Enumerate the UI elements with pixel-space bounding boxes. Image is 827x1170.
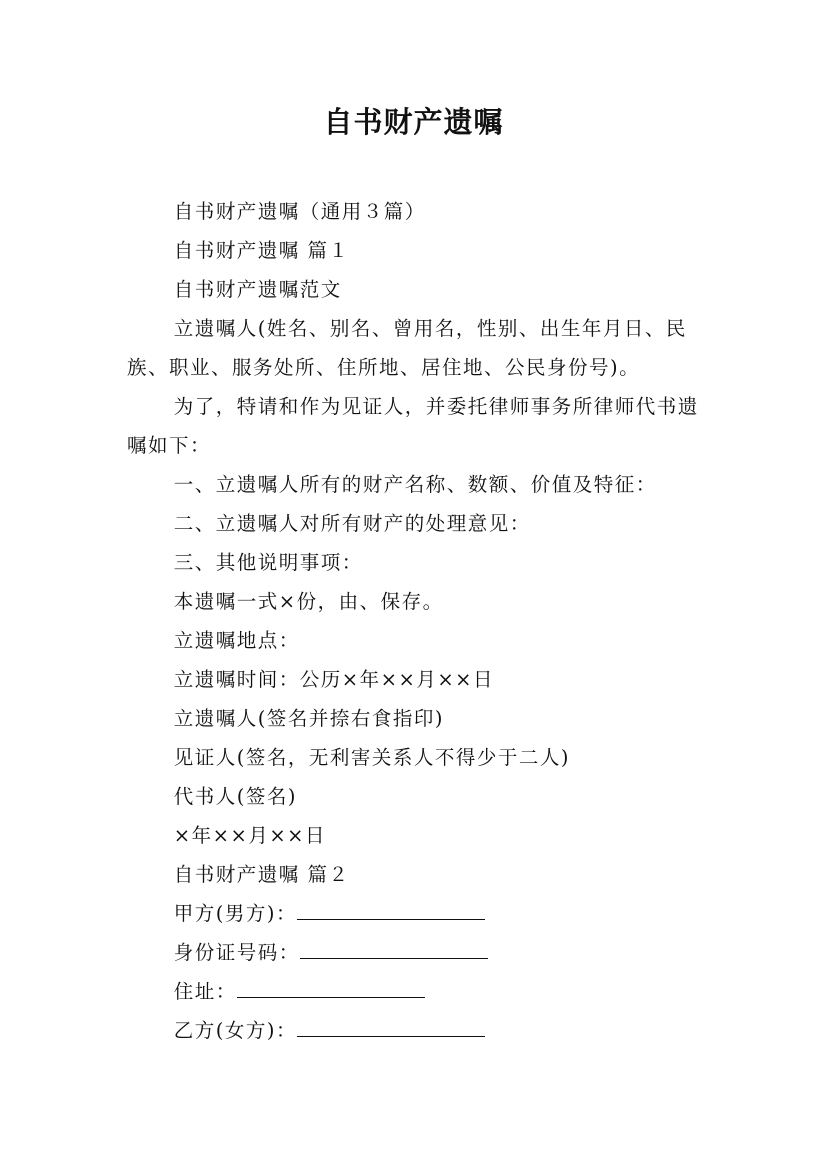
document-title: 自书财产遗嘱 <box>323 105 504 139</box>
paragraph-item-1: 一、立遗嘱人所有的财产名称、数额、价值及特征： <box>173 473 657 496</box>
field-id-number-blank <box>300 938 488 959</box>
field-party-b-blank <box>297 1016 485 1037</box>
field-party-a <box>127 894 711 933</box>
field-party-b <box>127 1011 711 1050</box>
paragraph-heading-collection: 自书财产遗嘱（通用３篇） <box>173 200 426 223</box>
paragraph-witness-signature: 见证人(签名，无利害关系人不得少于二人) <box>173 746 571 769</box>
document-body <box>127 192 711 1050</box>
paragraph-item-3: 三、其他说明事项： <box>173 551 363 574</box>
paragraph-heading-part-1: 自书财产遗嘱 篇１ <box>173 239 350 262</box>
paragraph-testator-signature: 立遗嘱人(签名并捺右食指印) <box>173 707 445 730</box>
field-id-number <box>127 933 711 972</box>
field-address-blank <box>237 977 425 998</box>
field-party-a-blank <box>297 899 485 920</box>
paragraph-item-2: 二、立遗嘱人对所有财产的处理意见： <box>173 512 531 535</box>
paragraph-sample-title: 自书财产遗嘱范文 <box>173 278 342 301</box>
field-id-number-label: 身份证号码： <box>173 941 300 964</box>
paragraph-heading-part-2: 自书财产遗嘱 篇２ <box>173 863 350 886</box>
field-address <box>127 972 711 1011</box>
paragraph-testator-info: 立遗嘱人(姓名、别名、曾用名，性别、出生年月日、民族、职业、服务处所、住所地、居住地、公民身份号)。 <box>127 317 687 379</box>
paragraph-place: 立遗嘱地点： <box>173 629 300 652</box>
paragraph-purpose: 为了，特请和作为见证人，并委托律师事务所律师代书遗嘱如下： <box>127 395 699 457</box>
paragraph-date: ×年××月××日 <box>173 824 326 847</box>
field-party-b-label: 乙方(女方)： <box>173 1019 298 1042</box>
paragraph-time: 立遗嘱时间：公历×年××月××日 <box>173 668 494 691</box>
field-address-label: 住址： <box>173 980 237 1003</box>
paragraph-copies: 本遗嘱一式×份，由、保存。 <box>173 590 444 613</box>
paragraph-scribe-signature: 代书人(签名) <box>173 785 298 808</box>
field-party-a-label: 甲方(男方)： <box>173 902 298 925</box>
